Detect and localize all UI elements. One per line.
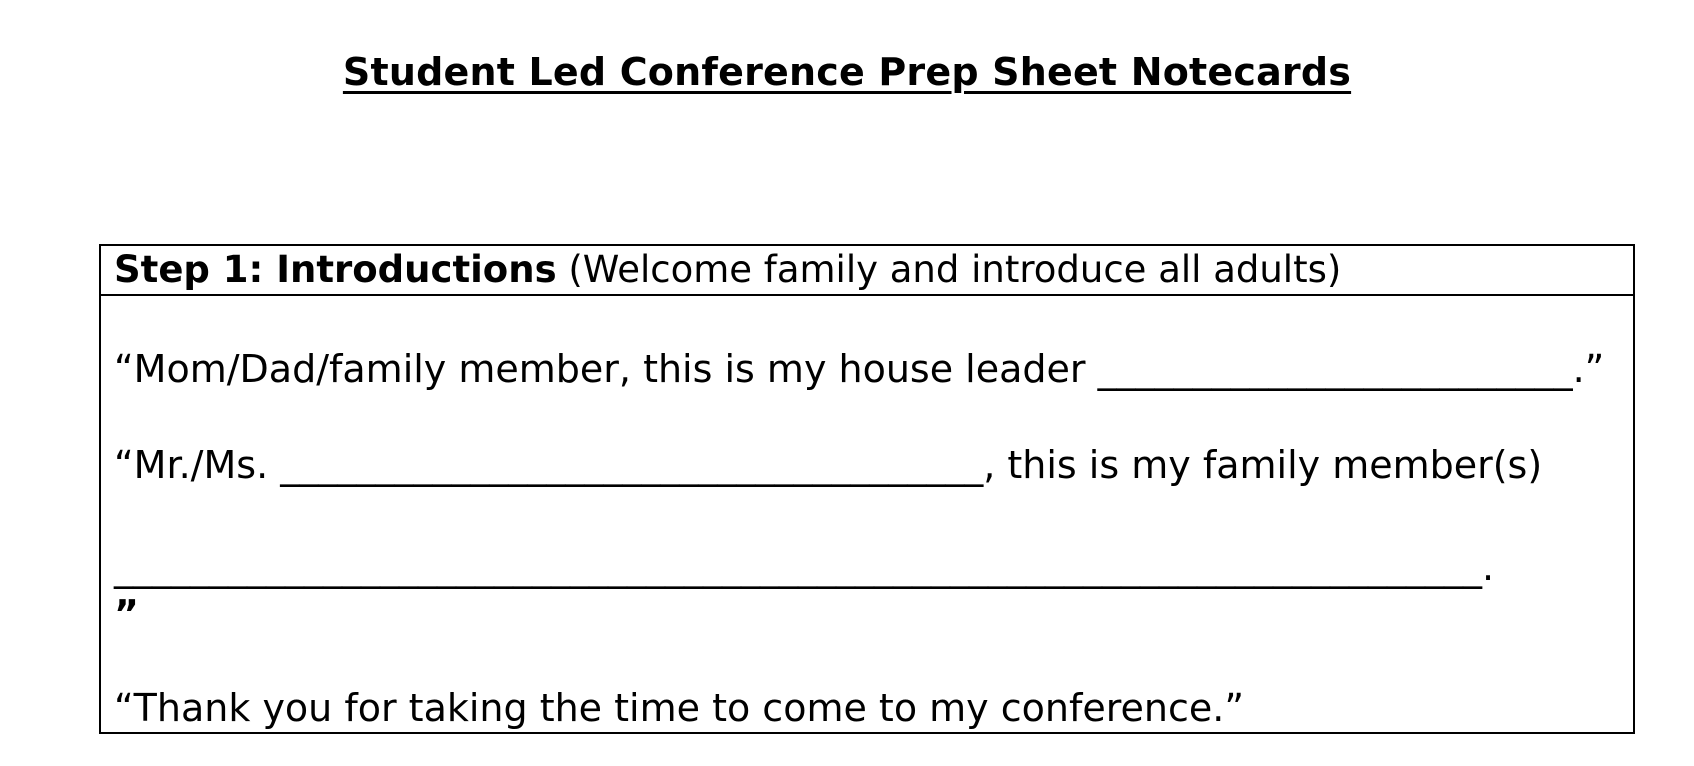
family-member-blank-line: ________________________________________________________________________.	[114, 545, 1495, 589]
closing-quote-mark: ”	[114, 592, 139, 636]
document-title: Student Led Conference Prep Sheet Notecards	[342, 50, 1352, 94]
step-1-subtitle: (Welcome family and introduce all adults)	[556, 248, 1342, 291]
step-1-header	[101, 246, 1633, 296]
house-leader-intro-line: “Mom/Dad/family member, this is my house leader _________________________.”	[114, 347, 1605, 391]
step-1-notecard	[99, 244, 1635, 734]
teacher-intro-line: “Mr./Ms. _____________________________________, this is my family member(s)	[114, 443, 1543, 487]
step-1-title: Step 1: Introductions	[114, 248, 557, 291]
thank-you-line: “Thank you for taking the time to come to my conference.”	[114, 686, 1244, 730]
